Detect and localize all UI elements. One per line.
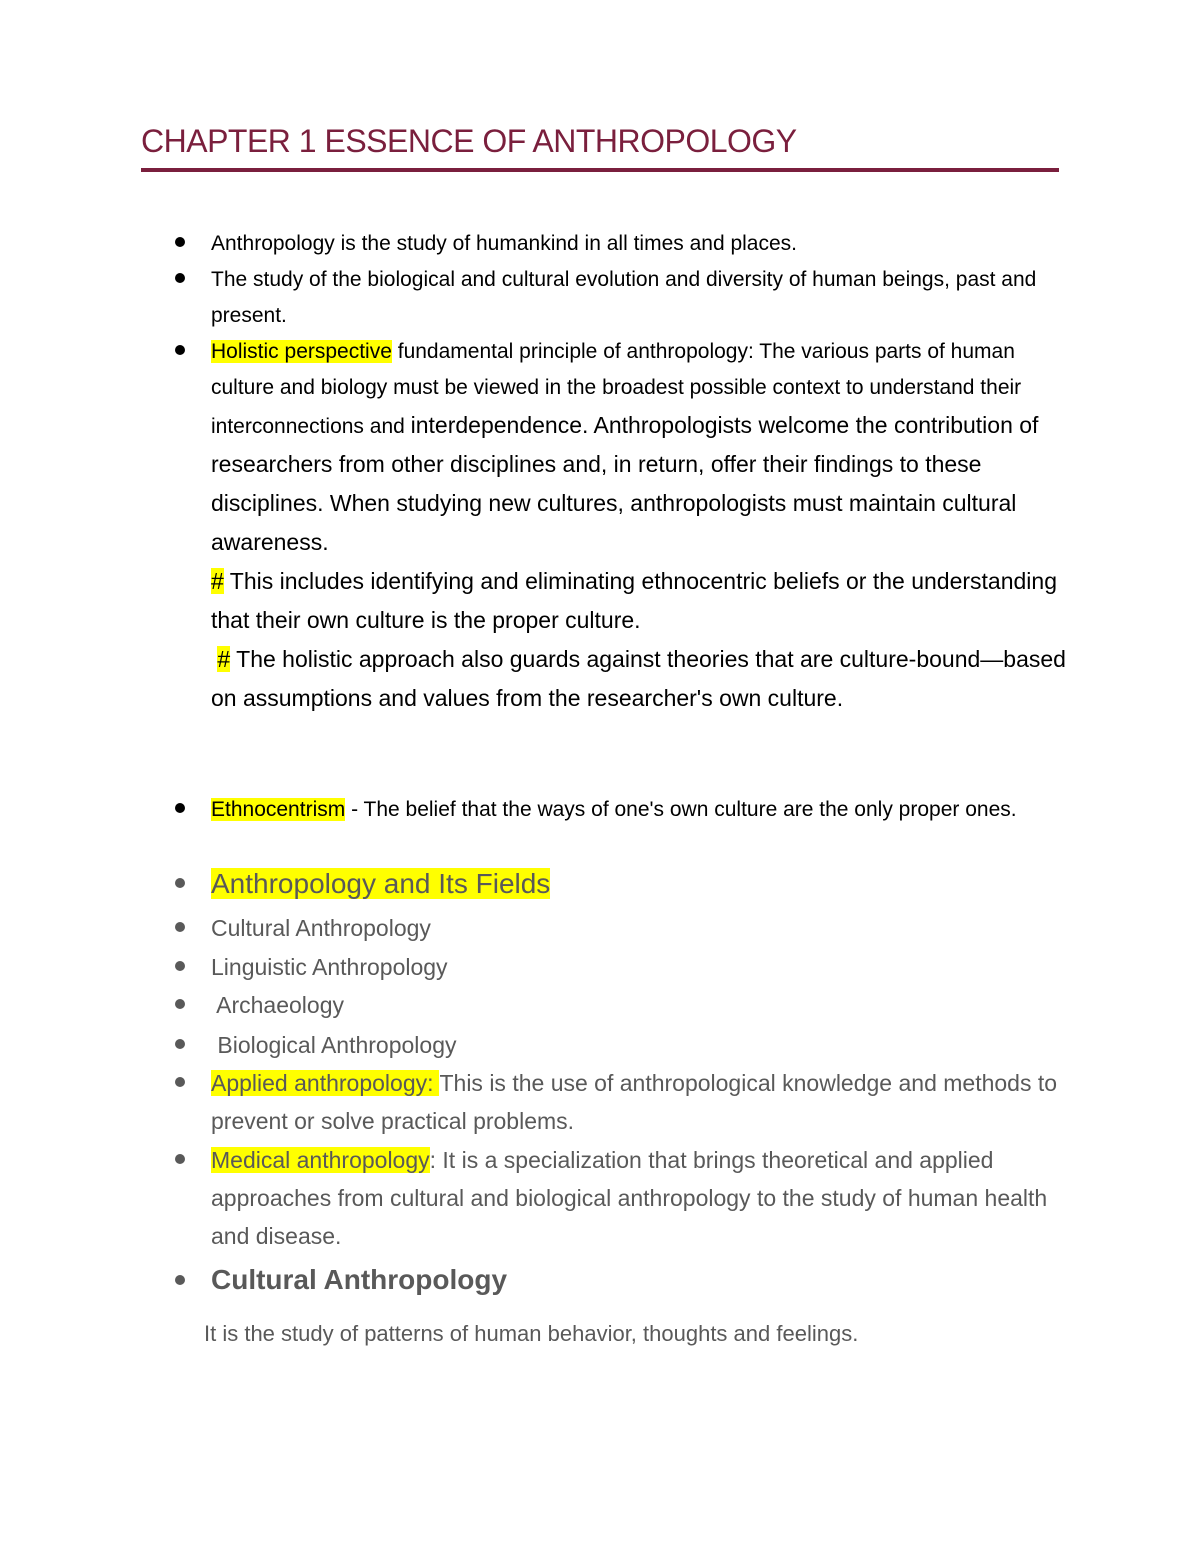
field-item: Archaeology — [211, 992, 344, 1018]
bullet-icon — [175, 345, 185, 355]
highlighted-term: Holistic perspective — [211, 340, 392, 363]
note-mark: # — [217, 646, 231, 672]
bullet-text: Ethnocentrism - The belief that the ways of one's own culture are the only proper ones. — [211, 798, 1017, 821]
bullet-icon — [175, 1039, 185, 1049]
field-item: Biological Anthropology — [211, 1032, 457, 1058]
section-heading: Cultural Anthropology — [211, 1264, 508, 1295]
bullet-icon — [175, 878, 185, 888]
highlighted-term: Ethnocentrism — [211, 798, 346, 821]
bullet-icon — [175, 1154, 185, 1164]
field-item: Cultural Anthropology — [211, 915, 431, 941]
bullet-icon — [175, 1077, 185, 1087]
bullet-icon — [175, 237, 185, 247]
highlighted-term: Applied anthropology: — [211, 1070, 440, 1096]
bullet-text: Anthropology is the study of humankind in all times and places. — [211, 232, 798, 255]
bullet-icon — [175, 999, 185, 1009]
chapter-title: CHAPTER 1 ESSENCE OF ANTHROPOLOGY — [141, 123, 797, 159]
holistic-continuation: interdependence. Anthropologists welcome the contribution of researchers from other disciplines and, in return, offer their findings to these disciplines. When studying new cultures, anthropologists must maintain cultural awareness. — [211, 412, 1039, 555]
medical-paragraph: Medical anthropology: It is a specialization that brings theoretical and applied approaches from cultural and biological anthropology to the study of human health and disease. — [211, 1147, 1048, 1249]
bullet-text: The study of the biological and cultural evolution and diversity of human beings, past and present. — [211, 268, 1037, 327]
note-text: This includes identifying and eliminating ethnocentric beliefs or the understanding that their own culture is the proper culture. — [211, 568, 1057, 633]
bullet-icon — [175, 803, 185, 813]
holistic-paragraph — [211, 334, 1071, 718]
bullet-icon — [175, 961, 185, 971]
applied-paragraph: Applied anthropology: This is the use of anthropological knowledge and methods to prevent or solve practical problems. — [211, 1070, 1058, 1134]
note-text: The holistic approach also guards against theories that are culture-bound—based on assumptions and values from the researcher's own culture. — [211, 646, 1066, 711]
highlighted-term: Medical anthropology — [211, 1147, 430, 1173]
bullet-icon — [175, 1275, 185, 1285]
bullet-icon — [175, 922, 185, 932]
field-item: Linguistic Anthropology — [211, 954, 448, 980]
cultural-definition: It is the study of patterns of human behavior, thoughts and feelings. — [204, 1321, 859, 1346]
note-mark: # — [211, 568, 224, 594]
fields-heading: Anthropology and Its Fields — [211, 868, 551, 899]
title-underline — [141, 168, 1059, 172]
bullet-icon — [175, 273, 185, 283]
holistic-definition: fundamental principle of anthropology: The various parts of human culture and biology must be viewed in the broadest possible context to understand their interconnections and — [211, 340, 1022, 438]
